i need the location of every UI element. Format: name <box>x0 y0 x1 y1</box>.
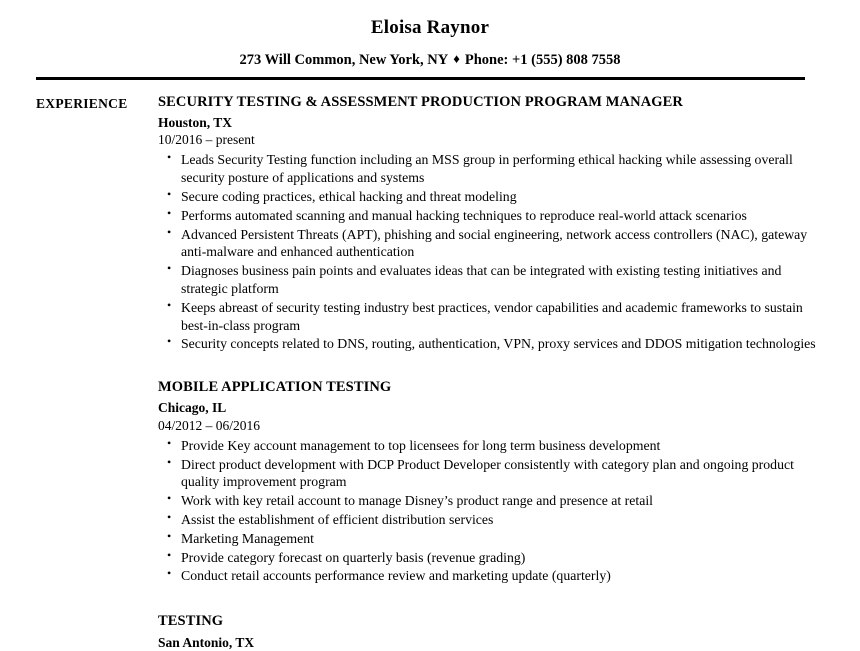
candidate-name: Eloisa Raynor <box>370 17 490 38</box>
job-dates: 04/2012 – 06/2016 <box>158 417 261 433</box>
contact-line <box>0 52 860 69</box>
bullet-item: • Performs automated scanning and manual hacking techniques to reproduce real-world attack scenarios <box>158 207 818 225</box>
job-location: Houston, TX <box>158 114 233 130</box>
bullet-item: • Leads Security Testing function including an MSS group in performing ethical hacking while assessing overall security posture of applications and systems <box>158 151 818 187</box>
resume-header <box>0 0 860 69</box>
bullet-item: • Advanced Persistent Threats (APT), phishing and social engineering, network access controllers (NAC), gateway anti-malware and enhanced authentication <box>158 226 818 262</box>
bullet-item: • Security concepts related to DNS, routing, authentication, VPN, proxy services and DDOS mitigation technologies <box>158 335 818 353</box>
diamond-separator-icon: ♦ <box>453 50 460 66</box>
contact-phone: Phone: +1 (555) 808 7558 <box>464 51 621 68</box>
bullet-item: • Provide category forecast on quarterly basis (revenue grading) <box>158 549 818 567</box>
bullet-item: • Diagnoses business pain points and evaluates ideas that can be integrated with existing testing initiatives and strategic platform <box>158 262 818 298</box>
contact-address: 273 Will Common, New York, NY <box>239 51 449 68</box>
bullet-item: • Conduct retail accounts performance review and marketing update (quarterly) <box>158 567 818 585</box>
job-dates: 10/2016 – present <box>158 132 255 148</box>
bullet-item: • Provide Key account management to top licensees for long term business development <box>158 437 818 455</box>
experience-content <box>158 94 818 651</box>
job-bullet-list <box>158 437 818 585</box>
bullet-item: • Keeps abreast of security testing industry best practices, vendor capabilities and academic frameworks to sustain best-in-class program <box>158 299 818 335</box>
job-entry <box>158 613 818 651</box>
section-label-experience: EXPERIENCE <box>36 95 128 111</box>
bullet-item: • Work with key retail account to manage Disney’s product range and presence at retail <box>158 492 818 510</box>
job-bullet-list <box>158 151 818 353</box>
job-title: MOBILE APPLICATION TESTING <box>158 379 392 396</box>
bullet-item: • Assist the establishment of efficient distribution services <box>158 511 818 529</box>
bullet-item: • Secure coding practices, ethical hacking and threat modeling <box>158 188 818 206</box>
job-entry <box>158 379 818 585</box>
resume-body <box>0 80 860 651</box>
job-title: SECURITY TESTING & ASSESSMENT PRODUCTION PROGRAM MANAGER <box>158 93 683 110</box>
job-entry <box>158 94 818 354</box>
job-title: TESTING <box>158 613 224 630</box>
bullet-item: • Direct product development with DCP Product Developer consistently with category plan and ongoing product quality improvement program <box>158 456 818 492</box>
job-location: San Antonio, TX <box>158 634 255 650</box>
bullet-item: • Marketing Management <box>158 530 818 548</box>
job-location: Chicago, IL <box>158 400 227 416</box>
